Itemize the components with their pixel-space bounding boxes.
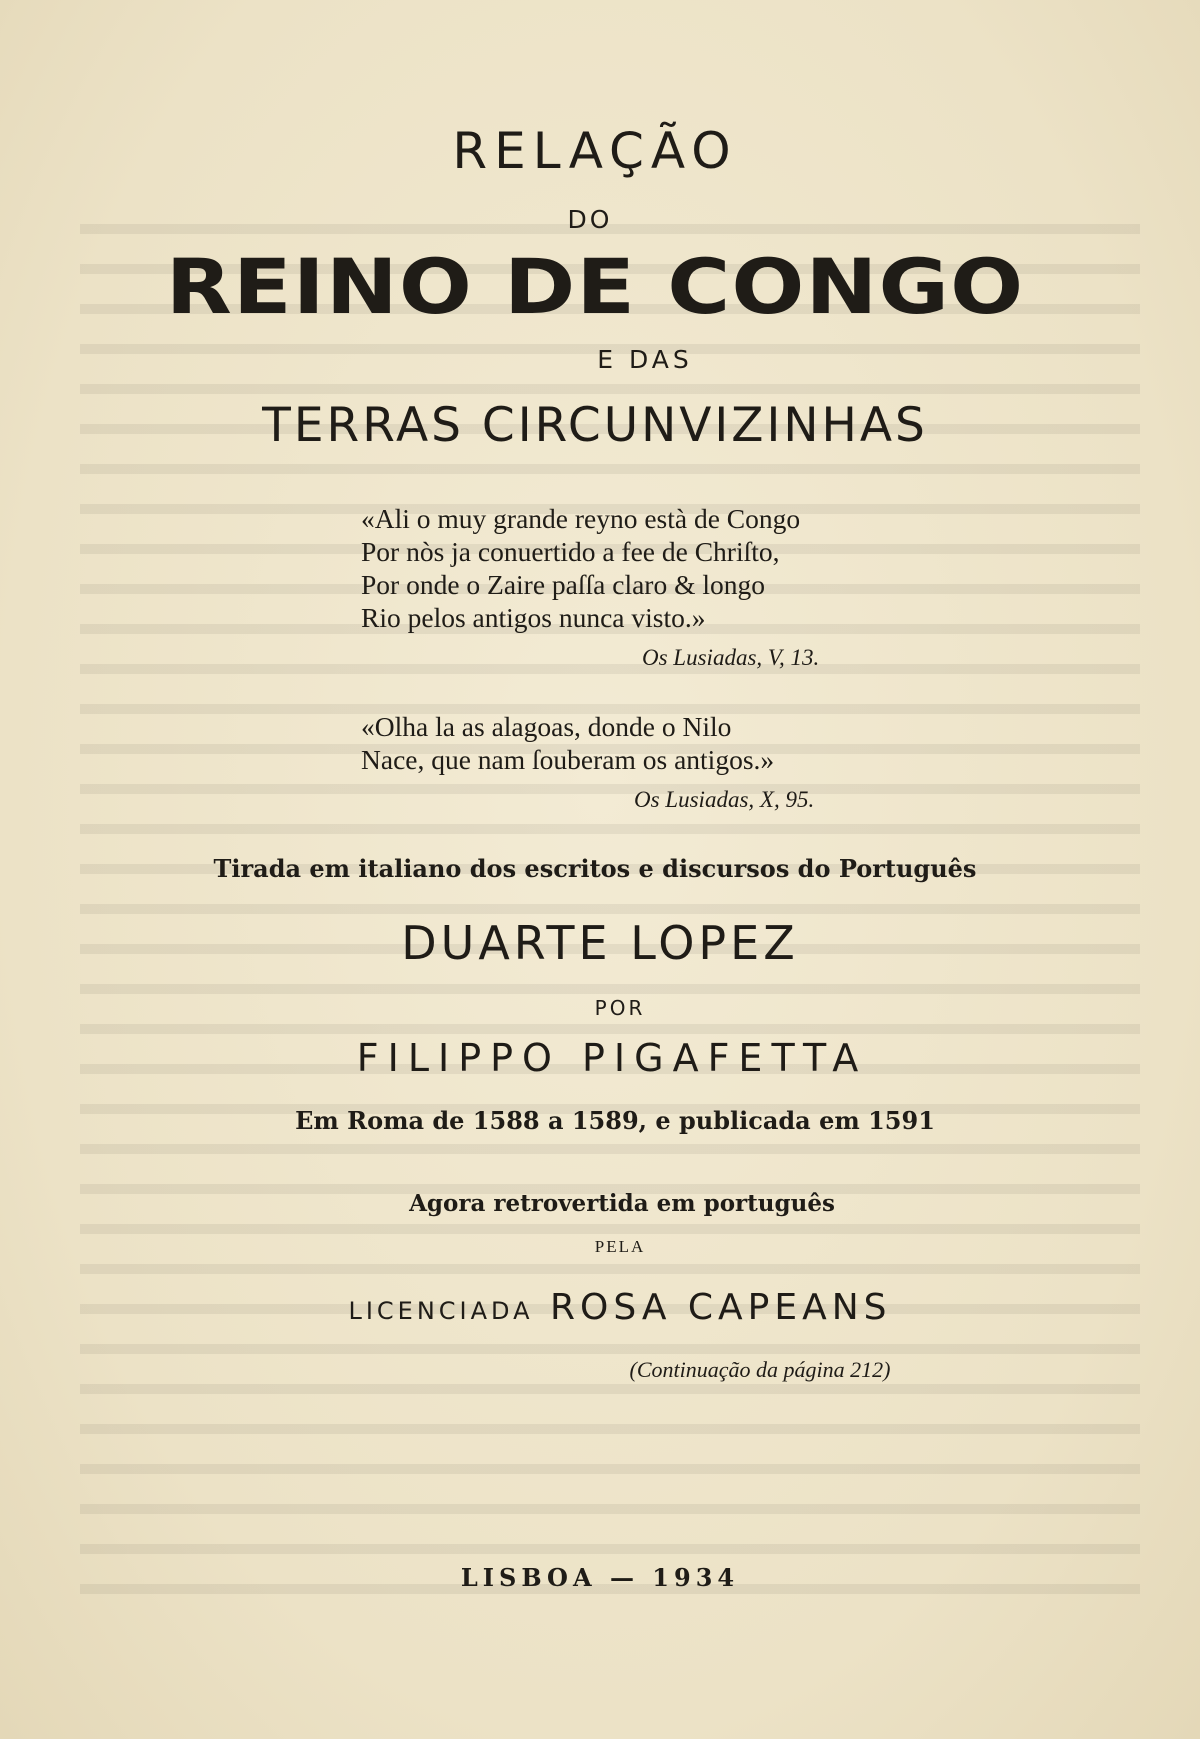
pela-label: PELA bbox=[594, 1237, 646, 1256]
translator-name: ROSA CAPEANS bbox=[549, 1287, 892, 1328]
epigraph-line: Nace, que nam ſouberam os antigos.» bbox=[361, 744, 775, 775]
por-label: POR bbox=[594, 996, 646, 1020]
epigraph-line: Rio pelos antigos nunca visto.» bbox=[361, 602, 706, 633]
title-e-das: E DAS bbox=[597, 345, 693, 374]
translator-title: LICENCIADA bbox=[348, 1297, 534, 1325]
imprint: LISBOA — 1934 bbox=[460, 1563, 740, 1592]
epigraph-1-citation: Os Lusiadas, V, 13. bbox=[642, 645, 820, 670]
epigraph-2 bbox=[361, 710, 961, 776]
epigraph-2-citation: Os Lusiadas, X, 95. bbox=[634, 787, 815, 812]
epigraph-1 bbox=[361, 502, 961, 634]
publication-info: Em Roma de 1588 a 1589, e publicada em 1591 bbox=[295, 1106, 935, 1135]
title-terras-circunvizinhas: TERRAS CIRCUNVIZINHAS bbox=[262, 398, 928, 453]
continuation-note: (Continuação da página 212) bbox=[629, 1357, 891, 1382]
epigraph-line: «Ali o muy grande reyno està de Congo bbox=[361, 503, 801, 534]
subtitle: Tirada em italiano dos escritos e discursos do Português bbox=[213, 854, 977, 883]
title-reino-de-congo: REINO DE CONGO bbox=[165, 242, 1025, 331]
author-name: DUARTE LOPEZ bbox=[401, 916, 799, 970]
title-do: DO bbox=[567, 205, 613, 234]
epigraph-line: Por onde o Zaire paſſa claro & longo bbox=[361, 569, 765, 600]
compiler-name: FILIPPO PIGAFETTA bbox=[356, 1036, 868, 1080]
epigraph-line: Por nòs ja conuertido a fee de Chriſto, bbox=[361, 536, 780, 567]
epigraph-line: «Olha la as alagoas, donde o Nilo bbox=[361, 711, 732, 742]
translator bbox=[20, 1287, 1200, 1328]
title-relacao: RELAÇÃO bbox=[452, 122, 738, 180]
translation-note: Agora retrovertida em português bbox=[409, 1190, 835, 1217]
